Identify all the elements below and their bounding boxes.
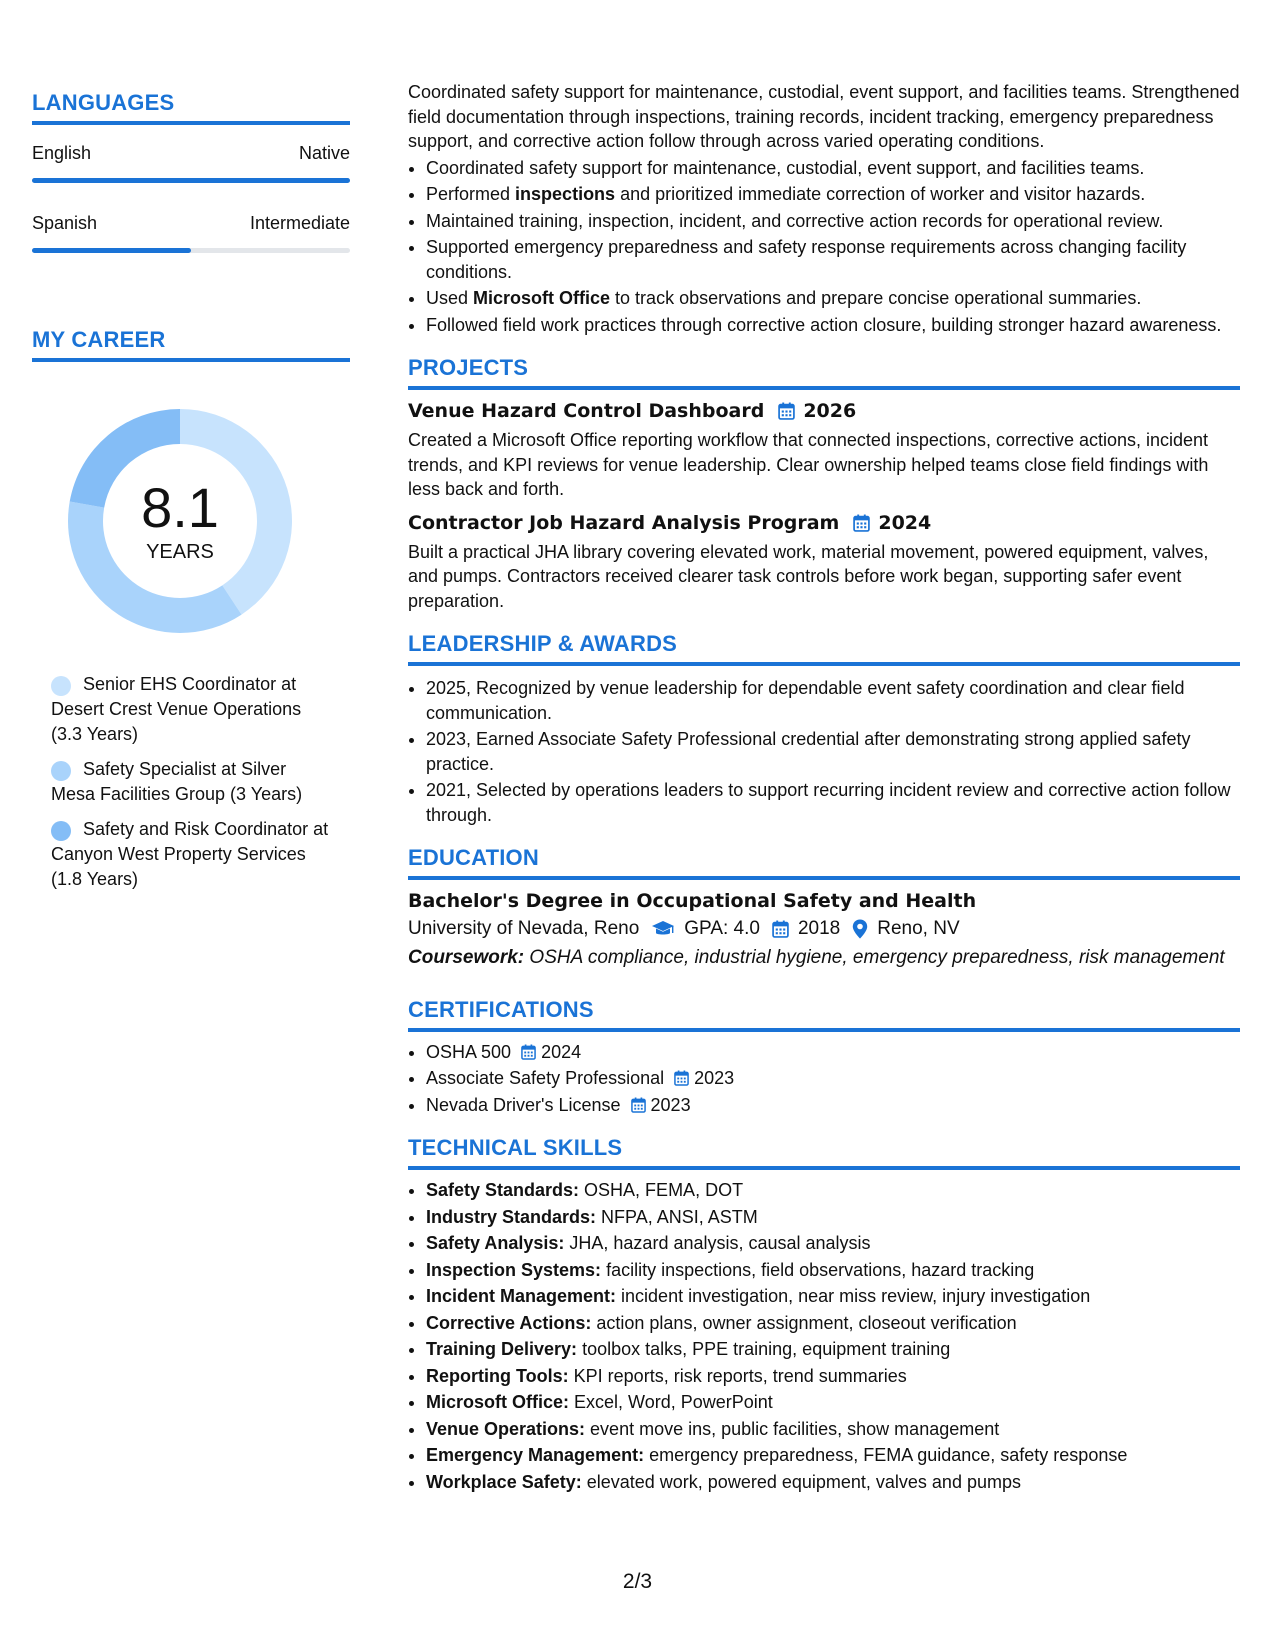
language-item (32, 213, 350, 253)
project-description: Built a practical JHA library covering elevated work, material movement, powered equipment, valves, and pumps. Contractors received clearer task controls before work began, supporting safer event preparation. (408, 541, 1209, 611)
career-years-unit: YEARS (146, 540, 214, 563)
career-heading: MY CAREER (32, 327, 350, 362)
education-degree: Bachelor's Degree in Occupational Safety and Health (408, 890, 977, 912)
project-name: Contractor Job Hazard Analysis Program (408, 511, 840, 534)
certification-item: • OSHA 500 2024 (426, 1040, 1240, 1065)
career-role-label: Senior EHS Coordinator at Desert Crest Venue Operations (3.3 Years) (51, 674, 302, 744)
leadership-list (408, 676, 1240, 827)
language-item (32, 143, 350, 183)
legend-dot-icon (51, 676, 71, 696)
language-level: Native (298, 143, 350, 163)
education-school: University of Nevada, Reno (408, 918, 640, 939)
experience-bullet: • Performed inspections and prioritized immediate correction of worker and visitor hazards. (426, 182, 1240, 207)
career-total-years: 8.1 (141, 475, 219, 539)
education-gpa: GPA: 4.0 (684, 918, 760, 939)
project-name: Venue Hazard Control Dashboard (408, 400, 765, 422)
education-location: Reno, NV (877, 918, 960, 939)
career-role-label: Safety and Risk Coordinator at Canyon West Property Services (1.8 Years) (51, 819, 329, 889)
experience-bullet: • Maintained training, inspection, incident, and corrective action records for operational review. (426, 209, 1240, 234)
skill-item: • Reporting Tools: KPI reports, risk reports, trend summaries (426, 1364, 1240, 1389)
sidebar (32, 90, 350, 902)
skill-item: • Safety Standards: OSHA, FEMA, DOT (426, 1178, 1240, 1203)
calendar-icon (853, 514, 870, 532)
skill-item: • Industry Standards: NFPA, ANSI, ASTM (426, 1205, 1240, 1230)
leadership-item: • 2025, Recognized by venue leadership for dependable event safety coordination and clear field communication. (426, 676, 1240, 725)
language-name: English (32, 143, 92, 163)
skill-item: • Venue Operations: event move ins, public facilities, show management (426, 1417, 1240, 1442)
certifications-heading: CERTIFICATIONS (408, 997, 1240, 1032)
map-pin-icon (852, 919, 868, 939)
education-coursework (408, 946, 1240, 971)
skill-item: • Training Delivery: toolbox talks, PPE training, equipment training (426, 1337, 1240, 1362)
education-heading: EDUCATION (408, 845, 1240, 880)
coursework-label: Coursework: (408, 947, 525, 968)
skills-list (408, 1178, 1240, 1494)
skill-item: • Emergency Management: emergency preparedness, FEMA guidance, safety response (426, 1443, 1240, 1468)
legend-dot-icon (51, 821, 71, 841)
career-role-label: Safety Specialist at Silver Mesa Facilities Group (3 Years) (51, 759, 303, 804)
main-content (408, 80, 1240, 1496)
education-meta (408, 918, 1240, 940)
skills-heading: TECHNICAL SKILLS (408, 1135, 1240, 1170)
project-year: 2024 (878, 511, 932, 534)
career-legend-item (51, 672, 331, 747)
coursework-text: OSHA compliance, industrial hygiene, emergency preparedness, risk management (524, 947, 1225, 968)
skill-item: • Incident Management: incident investigation, near miss review, injury investigation (426, 1284, 1240, 1309)
projects-heading: PROJECTS (408, 355, 1240, 390)
experience-summary: Coordinated safety support for maintenance, custodial, event support, and facilities teams. Strengthened field documentation through inspections, training records, incident tracking, emergency preparedness support, and corrective action follow through across varied operating conditions. (408, 82, 1240, 151)
experience-bullet: • Coordinated safety support for maintenance, custodial, event support, and facilities teams. (426, 156, 1240, 181)
language-proficiency-bar (32, 248, 350, 253)
project-item (408, 512, 1240, 614)
language-level: Intermediate (249, 213, 350, 233)
page-number: 2/3 (622, 1570, 653, 1593)
leadership-item: • 2021, Selected by operations leaders to support recurring incident review and corrective action follow through. (426, 778, 1240, 827)
education-year: 2018 (797, 918, 841, 939)
project-description: Created a Microsoft Office reporting workflow that connected inspections, corrective actions, incident trends, and KPI reviews for venue leadership. Clear ownership helped teams close field findings with less back and forth. (408, 430, 1209, 499)
skill-item: • Workplace Safety: elevated work, powered equipment, valves and pumps (426, 1470, 1240, 1495)
project-year: 2026 (803, 400, 857, 422)
project-item (408, 400, 1240, 502)
language-proficiency-fill (32, 248, 191, 253)
languages-heading: LANGUAGES (32, 90, 350, 125)
leadership-item: • 2023, Earned Associate Safety Professional credential after demonstrating strong applied safety practice. (426, 727, 1240, 776)
skill-item: • Corrective Actions: action plans, owner assignment, closeout verification (426, 1311, 1240, 1336)
certifications-list (408, 1040, 1240, 1118)
career-donut-chart (65, 406, 295, 636)
certification-item: • Nevada Driver's License 2023 (426, 1093, 1240, 1118)
certification-item: • Associate Safety Professional 2023 (426, 1066, 1240, 1091)
skill-item: • Microsoft Office: Excel, Word, PowerPoint (426, 1390, 1240, 1415)
experience-bullet: • Used Microsoft Office to track observations and prepare concise operational summaries. (426, 286, 1240, 311)
graduation-cap-icon (651, 920, 675, 938)
language-name: Spanish (32, 213, 98, 233)
skill-item: • Inspection Systems: facility inspections, field observations, hazard tracking (426, 1258, 1240, 1283)
experience-bullet: • Supported emergency preparedness and safety response requirements across changing facility conditions. (426, 235, 1240, 284)
calendar-icon (521, 1044, 536, 1060)
career-legend (51, 672, 331, 892)
legend-dot-icon (51, 761, 71, 781)
leadership-heading: LEADERSHIP & AWARDS (408, 631, 1240, 666)
calendar-icon (778, 402, 795, 420)
calendar-icon (772, 920, 789, 938)
career-legend-item (51, 757, 331, 807)
skill-item: • Safety Analysis: JHA, hazard analysis, causal analysis (426, 1231, 1240, 1256)
experience-bullet: • Followed field work practices through corrective action closure, building stronger hazard awareness. (426, 313, 1240, 338)
career-legend-item (51, 817, 331, 892)
language-proficiency-bar (32, 178, 350, 183)
experience-bullets (408, 156, 1240, 338)
calendar-icon (631, 1097, 646, 1113)
language-proficiency-fill (32, 178, 350, 183)
calendar-icon (674, 1070, 689, 1086)
